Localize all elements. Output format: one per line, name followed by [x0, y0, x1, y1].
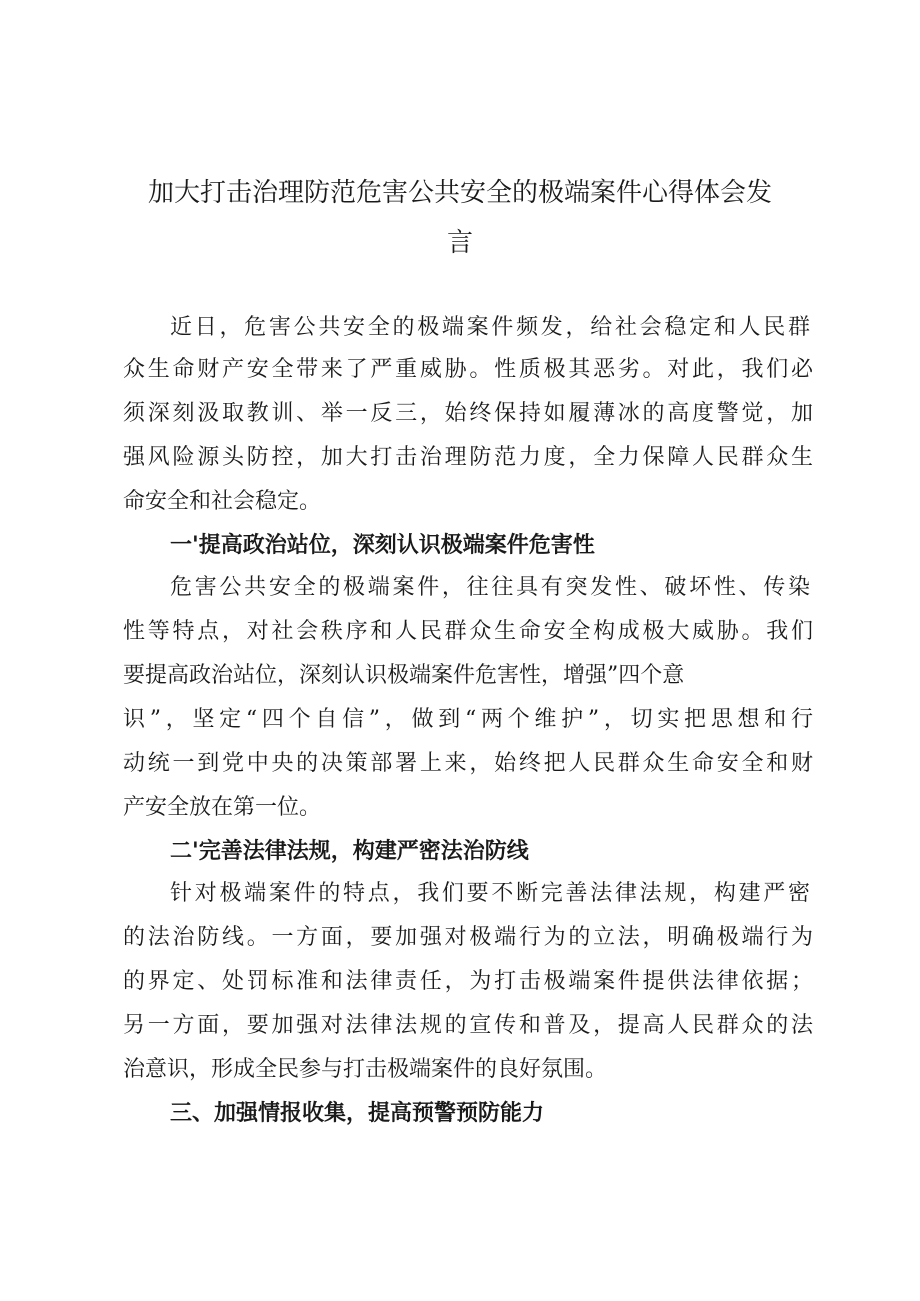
paragraph-2-line: 要提高政治站位，深刻认识极端案件危害性，增强”四个意: [123, 663, 685, 688]
paragraph-3-line: 的界定、处罚标准和法律责任，为打击极端案件提供法律依据；: [123, 969, 813, 994]
paragraph-1-line: 强风险源头防控，加大打击治理防范力度，全力保障人民群众生: [123, 445, 813, 470]
document-title-line-2: 言: [446, 228, 473, 258]
paragraph-2-line: 危害公共安全的极端案件，往往具有突发性、破坏性、传染: [170, 575, 810, 600]
paragraph-3-line: 另一方面，要加强对法律法规的宣传和普及，提高人民群众的法: [123, 1013, 813, 1038]
paragraph-2-line: 产安全放在第一位。: [123, 795, 322, 820]
paragraph-3-line: 针对极端案件的特点，我们要不断完善法律法规，构建严密: [170, 881, 810, 906]
paragraph-3-line: 的法治防线。一方面，要加强对极端行为的立法，明确极端行为: [123, 925, 813, 950]
section-heading-2: 二'完善法律法规，构建严密法治防线: [170, 839, 529, 864]
paragraph-2-line: 动统一到党中央的决策部署上来，始终把人民群众生命安全和财: [123, 751, 813, 776]
section-heading-3: 三、加强情报收集，提高预警预防能力: [170, 1101, 545, 1126]
section-heading-1: 一'提高政治站位，深刻认识极端案件危害性: [170, 533, 595, 558]
paragraph-2-line: 识”，坚定“四个自信”，做到“两个维护”，切实把思想和行: [123, 707, 813, 732]
paragraph-1-line: 近日，危害公共安全的极端案件频发，给社会稳定和人民群: [170, 315, 810, 340]
paragraph-3-line: 治意识，形成全民参与打击极端案件的良好氛围。: [123, 1057, 608, 1082]
document-title-line-1: 加大打击治理防范危害公共安全的极端案件心得体会发: [147, 178, 772, 208]
paragraph-1-line: 须深刻汲取教训、举一反三，始终保持如履薄冰的高度警觉，加: [123, 401, 813, 426]
paragraph-2-line: 性等特点，对社会秩序和人民群众生命安全构成极大威胁。我们: [123, 619, 813, 644]
paragraph-1-line: 众生命财产安全带来了严重威胁。性质极其恶劣。对此，我们必: [123, 357, 813, 382]
paragraph-1-line: 命安全和社会稳定。: [123, 489, 322, 514]
